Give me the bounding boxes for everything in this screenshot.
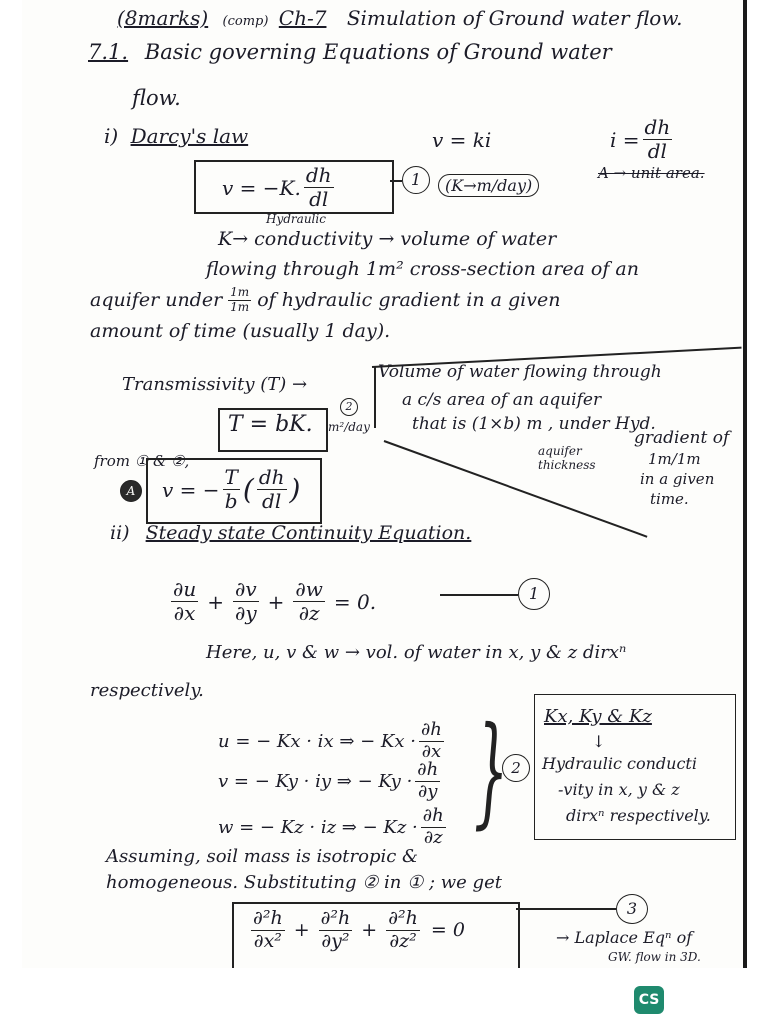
d2h-dy2 [319,908,353,953]
laplace-equation: $\frac{\text{∂²h}}{\text{∂x²}}$ + $\frac{\text{∂²h}}{\text{∂y²}}$ + $\frac{\text{∂²h}}{\text{∂z²}}$ = 0 [253,907,465,952]
k-def-fraction [228,286,251,315]
dv: ∂v [235,577,257,601]
i-label: i = [610,127,640,152]
w-frac [421,806,446,848]
dz2: ∂z² [389,929,417,952]
header-title: Simulation of Ground water flow. [346,6,683,30]
w-equation [218,806,449,848]
v-eq-dl: dl [262,489,282,513]
trans-def-c: that is (1×b) m , under Hyd. [412,414,656,434]
k-def-d: of hydraulic gradient in a given [257,289,561,312]
k-def-c: aquifer under [90,289,223,312]
k-def-frac-den: 1m [230,299,250,314]
trans-def-a: Volume of water flowing through [378,362,662,382]
continuity-heading [110,522,471,544]
v-eq-dh-dl [257,466,287,513]
t-unit: m²/day [328,420,370,434]
k-box-line-a: Hydraulic conducti [542,754,697,773]
continuity-eq-tag: 1 [518,578,550,610]
dx: ∂x [173,601,196,625]
comp-label: (comp) [222,14,269,29]
darcy-eq-num: dh [305,163,332,187]
darcy-eq-den: dl [309,187,329,211]
laplace-rhs: = 0 [430,919,465,942]
i-frac-num: dh [644,115,671,139]
dw-dz [293,578,324,625]
continuity-tag-connector [440,594,518,596]
v-frac-d: ∂y [418,780,438,802]
v-eq-t-over-b [223,466,240,513]
trans-def-b: a c/s area of an aquifer [402,390,602,410]
laplace-tag-connector [516,908,616,910]
d2h-x: ∂²h [253,907,283,929]
k-def-line-a: K→ conductivity → volume of water [218,228,557,250]
trans-def-g: time. [650,490,689,508]
darcy-eq-fraction [304,164,334,211]
k-def-line-b: flowing through 1m² cross-section area of an [206,258,639,280]
u-frac-d: ∂x [421,740,442,762]
i-frac-den: dl [647,139,667,163]
continuity-heading-num: ii) [110,522,130,544]
darcy-equation [222,164,337,211]
darcy-heading-text: Darcy's law [130,124,249,148]
v-equation: v = − $\frac{T}{b}$ ( $\frac{dh}{dl}$ ) [162,465,301,513]
aquifer-thickness [538,444,596,473]
trans-def-e: 1m/1m [648,450,701,468]
laplace-label-b: GW. flow in 3D. [608,950,701,964]
u-line: u = − Kx · ix ⇒ − Kx · [218,730,416,752]
dx2: ∂x² [253,929,282,952]
d2h-dx2 [251,908,285,953]
du-dx [171,578,198,625]
aquifer-thick-b: thickness [538,458,596,473]
laplace-tag: 3 [616,894,648,924]
darcy-units: (K→m/day) [438,174,539,197]
k-box-line-b: -vity in x, y & z [558,780,680,799]
trans-def-f: in a given [640,470,715,488]
darcy-eq-prefix: v = −K. [222,175,301,200]
equation-brace: } [474,702,509,841]
from-label: from ① & ②, [94,452,190,470]
aquifer-thick-a: aquifer [538,444,582,458]
section-number: 7.1. [88,40,129,64]
hydraulic-small: Hydraulic [266,212,326,226]
darcy-v-ki: v = ki [432,128,492,152]
w-frac-d: ∂z [423,826,443,848]
u-frac [419,720,444,762]
continuity-eq-rhs: = 0. [333,589,377,614]
darcy-i-def [610,116,675,163]
laplace-label: → Laplace Eqⁿ of [556,928,693,947]
v-frac [415,760,440,802]
k-def-frac-num: 1m [230,285,250,299]
k-box-arrow: ↓ [592,732,606,751]
w-line: w = − Kz · iz ⇒ − Kz · [218,816,418,838]
k-box-line-c: dirxⁿ respectively. [566,806,711,825]
i-fraction [643,116,673,163]
dy: ∂y [235,601,257,625]
v-frac-n: ∂h [417,759,439,780]
header-marks [117,6,682,30]
chapter-label: Ch-7 [278,6,327,30]
marks-label: (8marks) [117,6,209,30]
dw: ∂w [295,577,323,601]
dz: ∂z [298,601,320,625]
section-title-a: Basic governing Equations of Ground water [144,40,612,64]
v-eq-prefix: v = − [162,477,220,502]
dv-dy [233,578,259,625]
assumption-line-b: homogeneous. Substituting ② in ① ; we get [106,872,502,893]
v-component-equation [218,760,443,802]
k-def-line-c [90,286,560,315]
darcy-eq-tag: 1 [402,166,430,194]
u-frac-n: ∂h [420,719,442,740]
v-eq-b: b [224,489,238,513]
from-tag: A [120,480,142,502]
d2h-y: ∂²h [320,907,351,929]
struck-note: A → unit area. [598,164,705,182]
t-eq-tag: 2 [340,398,358,416]
darcy-heading [104,124,248,148]
trans-def-d: gradient of [634,428,730,448]
continuity-equation: $\frac{\partial u}{\partial x}$ + $\frac{\partial v}{\partial y}$ + $\frac{\partial w}{\partial z}$ = 0. [173,577,377,625]
camscanner-badge[interactable]: CS [634,986,664,1014]
v-eq-t: T [224,465,238,489]
continuity-heading-text: Steady state Continuity Equation. [145,522,472,544]
transmissivity-label: Transmissivity (T) → [122,374,308,395]
k-def-line-e: amount of time (usually 1 day). [90,320,391,342]
v-line: v = − Ky · iy ⇒ − Ky · [218,770,413,792]
w-frac-n: ∂h [422,805,444,826]
respectively-text: respectively. [90,680,204,701]
k-box-title: Kx, Ky & Kz [544,706,652,727]
u-equation [218,720,447,762]
darcy-heading-num: i) [104,124,119,148]
t-equation: T = bK. [228,412,313,437]
transmissivity-def-left [374,366,376,428]
section-heading [88,40,612,64]
dy2: ∂y² [321,929,350,952]
v-eq-dh: dh [258,465,285,489]
page-edge [743,0,747,968]
assumption-line-a: Assuming, soil mass is isotropic & [106,846,419,867]
notebook-page [22,0,744,968]
d2h-z: ∂²h [388,907,418,929]
section-title-b: flow. [132,86,181,110]
here-text: Here, u, v & w → vol. of water in x, y & z dirxⁿ [206,642,627,663]
du: ∂u [173,577,197,601]
brace-tag: 2 [502,754,530,782]
darcy-tag-connector [390,180,402,182]
d2h-dz2 [386,908,420,953]
